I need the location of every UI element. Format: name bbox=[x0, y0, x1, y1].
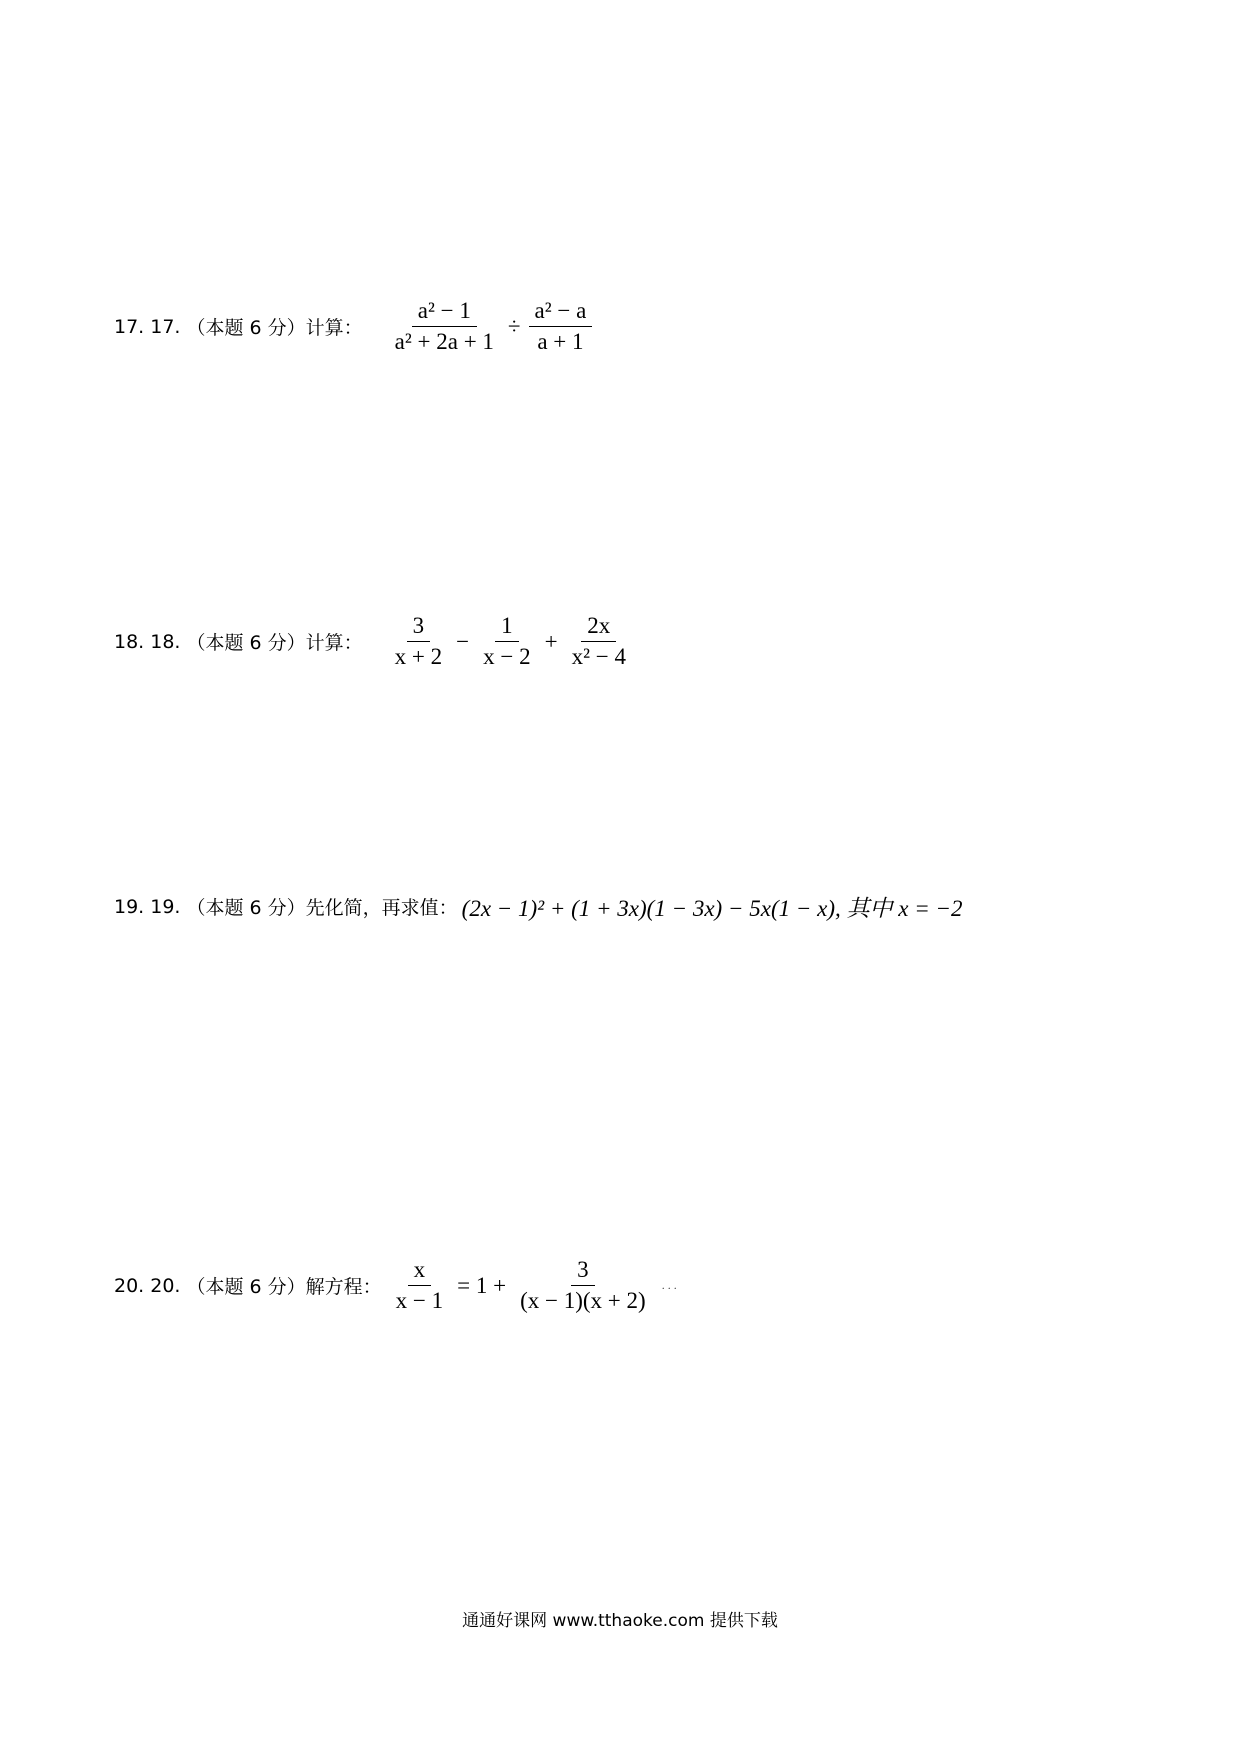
question-label: （本题 6 分）解方程： bbox=[186, 1276, 382, 1298]
denominator: a + 1 bbox=[537, 329, 584, 354]
numerator: 1 bbox=[495, 611, 519, 642]
question-20 bbox=[114, 1255, 680, 1316]
question-label: （本题 6 分）计算： bbox=[186, 632, 363, 654]
fraction bbox=[389, 611, 448, 672]
fraction bbox=[529, 296, 593, 357]
denominator: x − 2 bbox=[483, 644, 531, 669]
footer-credit: 通通好课网 www.tthaoke.com 提供下载 bbox=[462, 1611, 778, 1631]
operator: = 1 + bbox=[457, 1272, 507, 1298]
question-19 bbox=[114, 890, 963, 923]
operator: − bbox=[456, 628, 470, 654]
numerator: a² − a bbox=[529, 296, 593, 327]
question-number: 17. 17. bbox=[114, 315, 181, 338]
numerator: x bbox=[408, 1255, 432, 1286]
operator: + bbox=[544, 628, 558, 654]
fraction bbox=[389, 296, 500, 357]
question-label: （本题 6 分）先化简，再求值： bbox=[186, 897, 458, 919]
denominator: x² − 4 bbox=[571, 644, 626, 669]
denominator: x − 1 bbox=[395, 1288, 444, 1313]
denominator: (x − 1)(x + 2) bbox=[520, 1288, 646, 1313]
numerator: 2x bbox=[581, 611, 616, 642]
fraction bbox=[390, 1255, 449, 1316]
question-number: 18. 18. bbox=[114, 630, 181, 653]
trailing-dots: ... bbox=[661, 1278, 680, 1292]
operator: ÷ bbox=[507, 313, 521, 339]
numerator: 3 bbox=[407, 611, 431, 642]
math-expression bbox=[385, 296, 597, 357]
numerator: a² − 1 bbox=[412, 296, 477, 327]
fraction bbox=[477, 611, 536, 672]
denominator: x + 2 bbox=[394, 644, 443, 669]
question-17 bbox=[114, 296, 596, 357]
math-expression bbox=[386, 1255, 680, 1316]
question-18 bbox=[114, 611, 636, 672]
fraction bbox=[566, 611, 632, 672]
denominator: a² + 2a + 1 bbox=[394, 329, 494, 354]
math-expression bbox=[385, 611, 636, 672]
fraction bbox=[514, 1255, 652, 1316]
question-label: （本题 6 分）计算： bbox=[186, 317, 363, 339]
numerator: 3 bbox=[571, 1255, 595, 1286]
question-number: 19. 19. bbox=[114, 895, 181, 918]
math-expression: (2x − 1)² + (1 + 3x)(1 − 3x) − 5x(1 − x), 其中 x = −2 bbox=[461, 896, 963, 921]
question-number: 20. 20. bbox=[114, 1274, 181, 1297]
